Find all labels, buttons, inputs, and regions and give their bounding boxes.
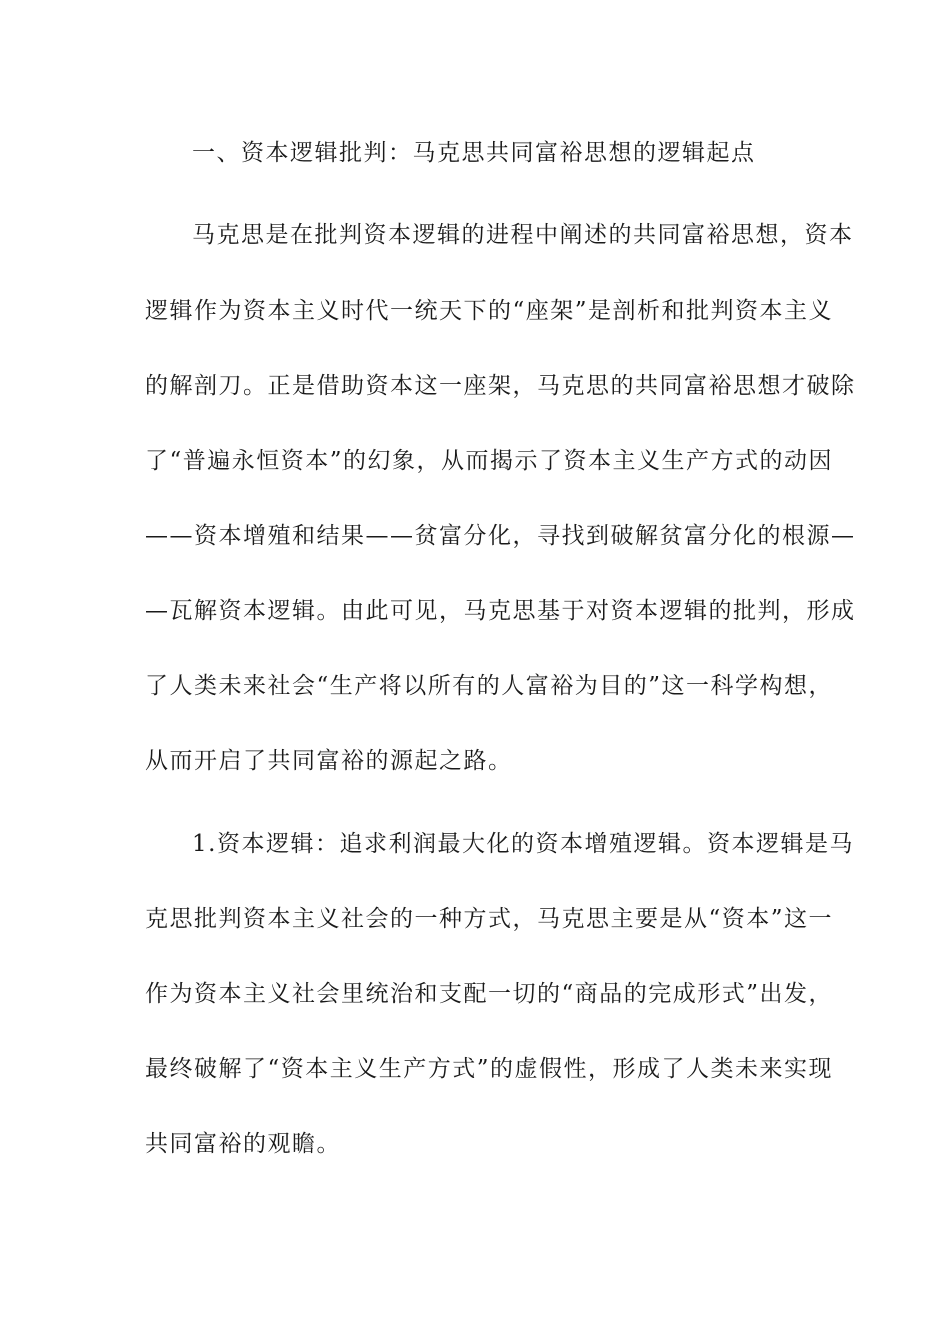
section-heading: 一、资本逻辑批判：马克思共同富裕思想的逻辑起点 [192,140,756,166]
paragraph-line: —瓦解资本逻辑。由此可见，马克思基于对资本逻辑的批判，形成 [145,598,856,624]
paragraph-line: 的解剖刀。正是借助资本这一座架，马克思的共同富裕思想才破除 [145,373,856,399]
paragraph-line: ——资本增殖和结果——贫富分化，寻找到破解贫富分化的根源— [145,523,856,549]
paragraph-line: 逻辑作为资本主义时代一统天下的“座架”是剖析和批判资本主义 [145,298,834,324]
paragraph-line: 最终破解了“资本主义生产方式”的虚假性，形成了人类未来实现 [145,1056,834,1082]
paragraph-line: 了人类未来社会“生产将以所有的人富裕为目的”这一科学构想， [145,673,834,699]
paragraph-line: 从而开启了共同富裕的源起之路。 [145,748,513,774]
paragraph-line: 马克思是在批判资本逻辑的进程中阐述的共同富裕思想，资本 [192,222,854,248]
paragraph-line: 了“普遍永恒资本”的幻象，从而揭示了资本主义生产方式的动因 [145,448,834,474]
paragraph-line: 克思批判资本主义社会的一种方式，马克思主要是从“资本”这一 [145,906,834,932]
paragraph-line: 1.资本逻辑：追求利润最大化的资本增殖逻辑。资本逻辑是马 [192,831,854,857]
paragraph-line: 作为资本主义社会里统治和支配一切的“商品的完成形式”出发， [145,981,834,1007]
paragraph-line: 共同富裕的观瞻。 [145,1131,341,1157]
